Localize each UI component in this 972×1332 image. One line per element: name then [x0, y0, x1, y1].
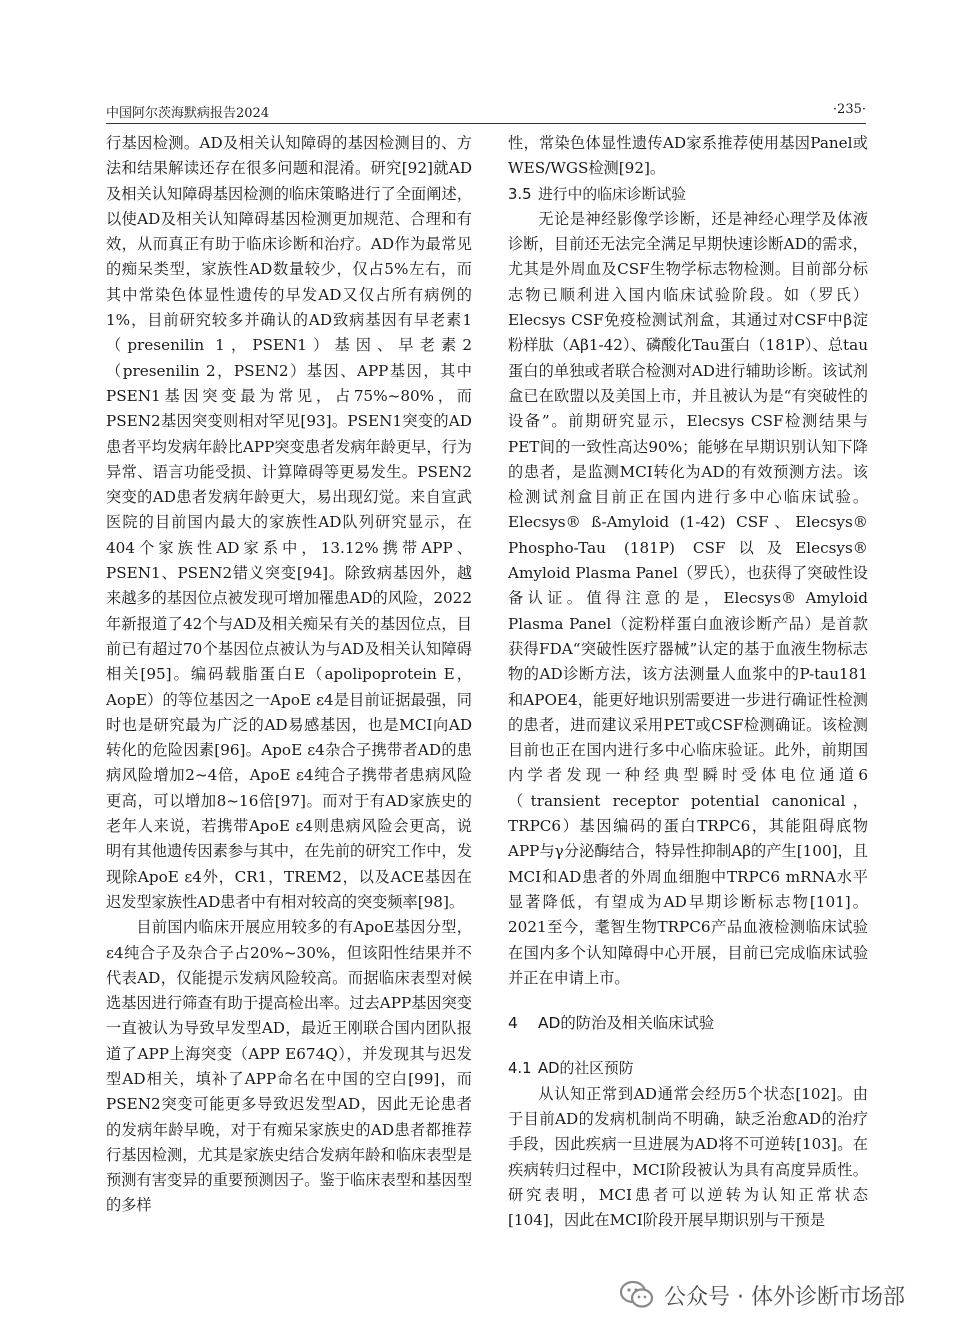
journal-title: 中国阿尔茨海默病报告2024 [106, 106, 270, 121]
running-header [106, 100, 866, 124]
paragraph: 行基因检测。AD及相关认知障碍的基因检测目的、方法和结果解读还存在很多问题和混淆。研究[92]就AD及相关认知障碍基因检测的临床策略进行了全面阐述，以使AD及相关认知障碍基因检测更加规范、合理和有效，从而真正有助于临床诊断和治疗。AD作为最常见的痴呆类型，家族性AD数量较少，仅占5%左右，而其中常染色体显性遗传的早发AD又仅占所有病例的1%，目前研究较多并确认的AD致病基因有早老素1（presenilin 1，PSEN1）基因、早老素2（presenilin 2，PSEN2）基因、APP基因，其中PSEN1基因突变最为常见，占75%~80%，而PSEN2基因突变则相对罕见[93]。PSEN1突变的AD患者平均发病年龄比APP突变患者发病年龄更早，行为异常、语言功能受损、计算障碍等更易发生。PSEN2突变的AD患者发病年龄更大，易出现幻觉。来自宣武医院的目前国内最大的家族性AD队列研究显示，在404个家族性AD家系中，13.12%携带APP、PSEN1、PSEN2错义突变[94]。除致病基因外，越来越多的基因位点被发现可增加罹患AD的风险，2022年新报道了42个与AD及相关痴呆有关的基因位点，目前已有超过70个基因位点被认为与AD及相关认知障碍相关[95]。编码载脂蛋白E（apolipoprotein E，AopE）的等位基因之一ApoE ε4是目前证据最强，同时也是研究最为广泛的AD易感基因，也是MCI向AD转化的危险因素[96]。ApoE ε4杂合子携带者AD的患病风险增加2~4倍，ApoE ε4纯合子携带者患病风险更高，可以增加8~16倍[97]。而对于有AD家族史的老年人来说，若携带ApoE ε4则患病风险会更高，说明有其他遗传因素参与其中，在先前的研究工作中，发现除ApoE ε4外，CR1，TREM2，以及ACE基因在迟发型家族性AD患者中有相对较高的突变频率[98]。 [106, 134, 472, 911]
watermark [620, 1277, 905, 1313]
watermark-text: 公众号 · 体外诊断市场部 [664, 1284, 905, 1310]
paragraph: 无论是神经影像学诊断，还是神经心理学及体液诊断，目前还无法完全满足早期快速诊断AD的需求，尤其是外周血及CSF生物学标志物检测。目前部分标志物已顺利进入国内临床试验阶段。如（罗氏）Elecsys CSF免疫检测试剂盒，其通过对CSF中β淀粉样肽（Aβ1-42）、磷酸化Tau蛋白（181P）、总tau蛋白的单独或者联合检测对AD进行辅助诊断。该试剂盒已在欧盟以及美国上市，并且被认为是“有突破性的设备”。前期研究显示，Elecsys CSF检测结果与PET间的一致性高达90%；能够在早期识别认知下降的患者，是监测MCI转化为AD的有效预测方法。该检测试剂盒目前正在国内进行多中心临床试验。Elecsys® ß-Amyloid (1-42) CSF、Elecsys® Phospho-Tau (181P) CSF以及Elecsys® Amyloid Plasma Panel（罗氏），也获得了突破性设备认证。值得注意的是，Elecsys® Amyloid Plasma Panel（淀粉样蛋白血液诊断产品）是首款获得FDA“突破性医疗器械”认定的基于血液生物标志物的AD诊断方法，该方法测量人血浆中的P-tau181和APOE4，能更好地识别需要进一步进行确证性检测的患者，进而建议采用PET或CSF检测确证。该检测目前也正在国内进行多中心临床验证。此外，前期国内学者发现一种经典型瞬时受体电位通道6（transient receptor potential canonical，TRPC6）基因编码的蛋白TRPC6，其能阻碍底物APP与γ分泌酶结合，特异性抑制Aβ的产生[100]，且MCI和AD患者的外周血细胞中TRPC6 mRNA水平显著降低，有望成为AD早期诊断标志物[101]。2021至今，耄智生物TRPC6产品血液检测临床试验在国内多个认知障碍中心开展，目前已完成临床试验并正在申请上市。 [508, 209, 868, 987]
left-column [106, 131, 472, 1219]
paragraph: 从认知正常到AD通常会经历5个状态[102]。由于目前AD的发病机制尚不明确，缺乏治愈AD的治疗手段，因此疾病一旦进展为AD将不可逆转[103]。在疾病转归过程中，MCI阶段被认为具有高度异质性。研究表明，MCI患者可以逆转为认知正常状态[104]，因此在MCI阶段开展早期识别与干预是 [508, 1084, 868, 1230]
section-number: 3.5 [508, 185, 532, 203]
section-number: 4.1 [508, 1060, 532, 1078]
section-number: 4 [508, 1014, 518, 1033]
section-title: 进行中的临床诊断试验 [538, 185, 686, 203]
wechat-icon [620, 1280, 654, 1310]
section-heading-3-5 [508, 182, 868, 207]
section-heading-4-1 [508, 1056, 868, 1081]
paragraph: 目前国内临床开展应用较多的有ApoE基因分型，ε4纯合子及杂合子占20%~30%，但该阳性结果并不代表AD，仅能提示发病风险较高。而据临床表型对候选基因进行筛查有助于提高检出率。过去APP基因突变一直被认为导致早发型AD，最近王刚联合国内团队报道了APP上海突变（APP E674Q），并发现其与迟发型AD相关，填补了APP命名在中国的空白[99]，而PSEN2突变可能更多导致迟发型AD，因此无论患者的发病年龄早晚，对于有痴呆家族史的AD患者都推荐行基因检测，尤其是家族史结合发病年龄和临床表型是预测有害变异的重要预测因子。鉴于临床表型和基因型的多样 [106, 918, 472, 1215]
section-title: AD的社区预防 [538, 1060, 634, 1078]
section-heading-4 [508, 1011, 868, 1036]
right-column [508, 131, 868, 1233]
paragraph: 性，常染色体显性遗传AD家系推荐使用基因Panel或WES/WGS检测[92]。 [508, 134, 868, 178]
page-number: ·235· [832, 102, 866, 117]
section-title: AD的防治及相关临床试验 [538, 1014, 715, 1033]
